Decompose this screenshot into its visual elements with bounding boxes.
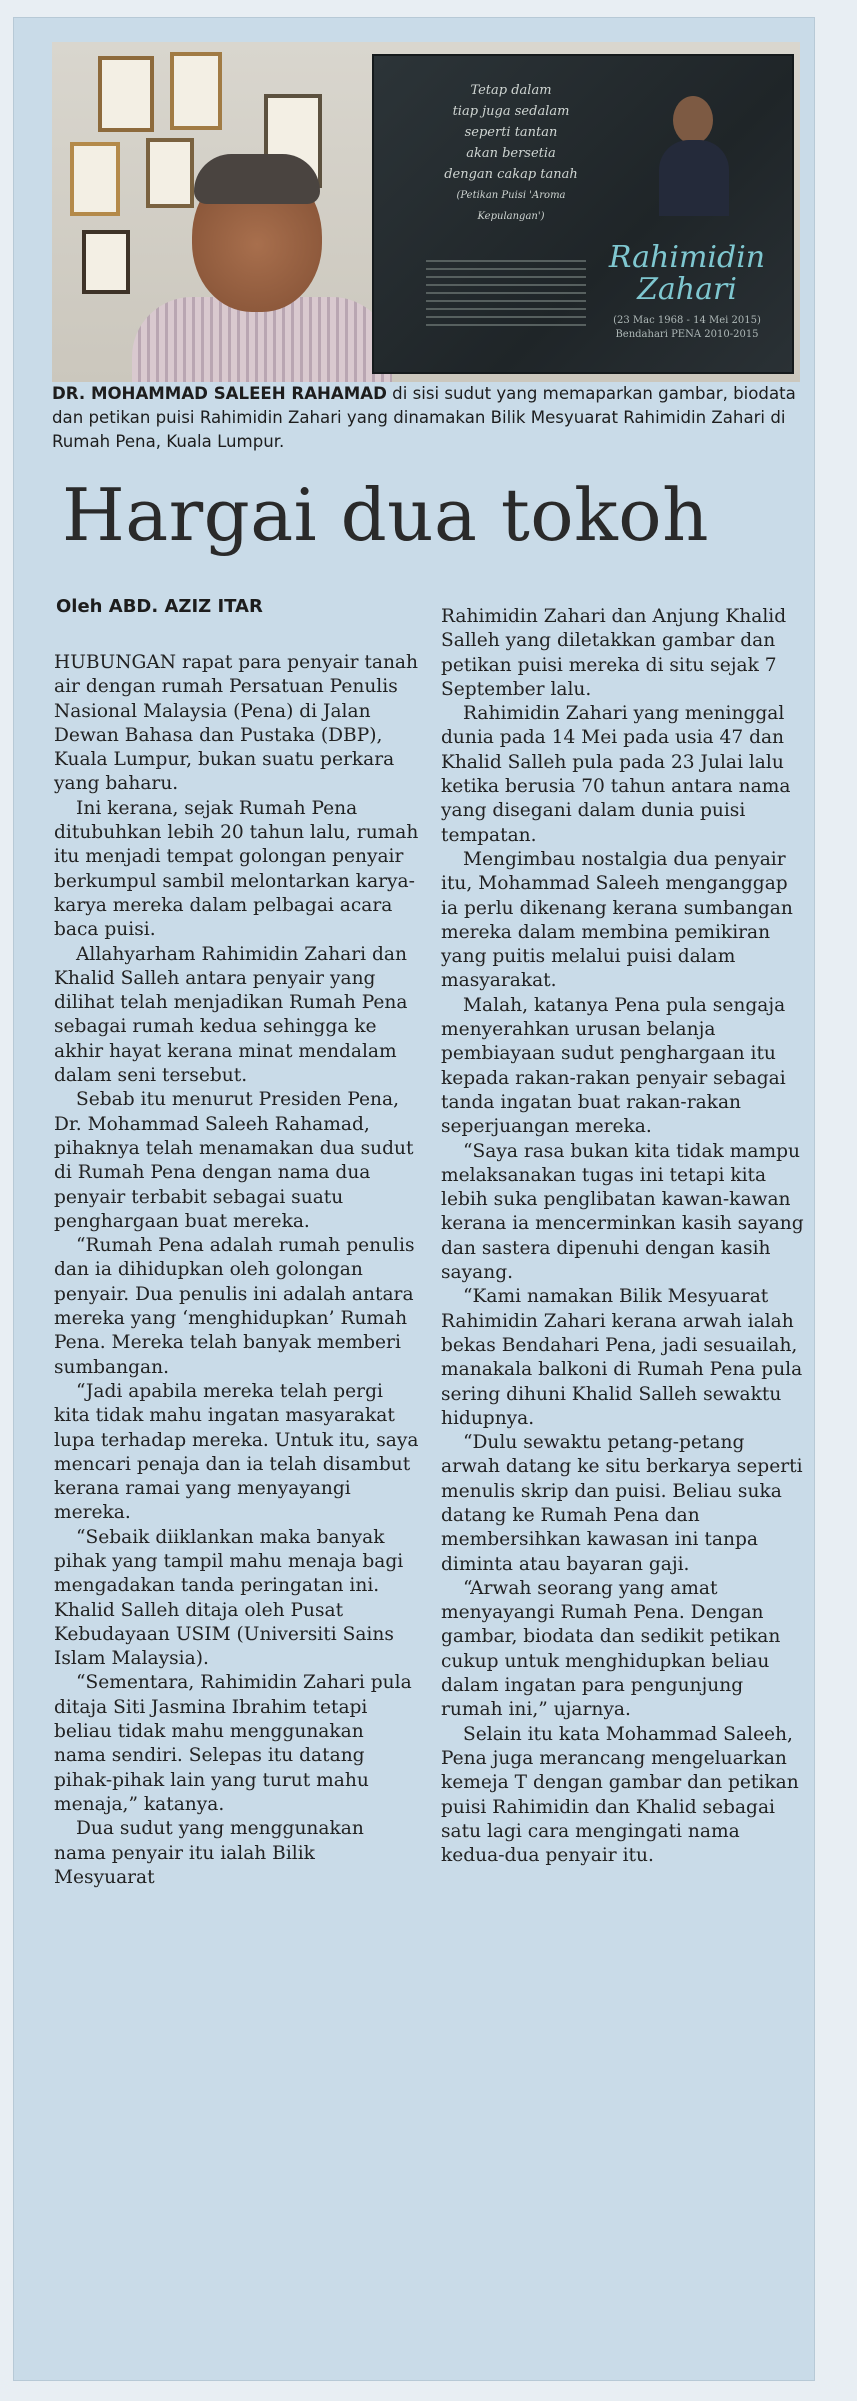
paragraph: Selain itu kata Mohammad Saleeh, Pena juga merancang mengeluarkan kemeja T dengan gambar dan petikan puisi Rahimidin dan Khalid sebagai satu lagi cara mengingati nama kedua-dua penyair itu. [441,1723,799,1867]
wall-frame [98,56,154,132]
paragraph: “Rumah Pena adalah rumah penulis dan ia dihidupkan oleh golongan penyair. Dua penulis ini adalah antara mereka yang ‘menghidupkan’ Rumah Pena. Mereka telah banyak memberi sumbangan. [54,1235,415,1378]
newspaper-clipping [14,18,814,2380]
plaque-date-line: Bendahari PENA 2010-2015 [615,329,759,340]
person-hair [194,154,320,204]
caption-text: di sisi sudut yang memaparkan gambar, biodata dan petikan puisi Rahimidin Zahari yang dinamakan Bilik Mesyuarat Rahimidin Zahari di Rumah Pena, Kuala Lumpur. [52,384,796,451]
paragraph: HUBUNGAN rapat para penyair tanah air dengan rumah Persatuan Penulis Nasional Malaysia (Pena) di Jalan Dewan Bahasa dan Pustaka (DBP), Kuala Lumpur, bukan suatu perkara yang baharu. [54,652,418,795]
plaque-portrait [659,96,729,216]
plaque-verse-line: dengan cakap tanah [444,167,578,182]
caption-name: DR. MOHAMMAD SALEEH RAHAMAD [52,384,387,403]
photo-caption [52,382,800,454]
plaque-verse-line: akan bersetia [466,146,556,161]
plaque-verse [436,80,586,227]
paragraph: “Sebaik diiklankan maka banyak pihak yang tampil mahu menaja bagi mengadakan tanda peringatan ini. Khalid Salleh ditaja oleh Pusat Kebudayaan USIM (Universiti Sains Islam Malaysia). [54,1526,404,1670]
wall-frame [70,142,120,216]
paragraph: Ini kerana, sejak Rumah Pena ditubuhkan lebih 20 tahun lalu, rumah itu menjadi tempat golongan penyair berkumpul sambil melontarkan karya-karya mereka dalam pelbagai acara baca puisi. [54,797,419,941]
paragraph: Dua sudut yang menggunakan nama penyair itu ialah Bilik Mesyuarat [54,1818,364,1888]
wall-frame [82,230,130,294]
paragraph: Allahyarham Rahimidin Zahari dan Khalid Salleh antara penyair yang dilihat telah menjadikan Rumah Pena sebagai rumah kedua sehingga ke akhir hayat kerana minat mendalam dalam seni tersebut. [54,943,408,1087]
paragraph: “Kami namakan Bilik Mesyuarat Rahimidin Zahari kerana arwah ialah bekas Bendahari Pena, jadi sesuailah, manakala balkoni di Rumah Pena pula sering dihuni Khalid Salleh sewaktu hidupnya. [441,1286,803,1429]
wall-frame [146,138,194,208]
plaque-name-line: Rahimidin [608,240,766,275]
article-column-1 [54,651,419,1890]
paragraph: Rahimidin Zahari dan Anjung Khalid Salleh yang diletakkan gambar dan petikan puisi mereka di situ sejak 7 September lalu. [441,606,787,700]
headline: Hargai dua tokoh [62,473,709,557]
plaque-date-line: (23 Mac 1968 - 14 Mei 2015) [613,315,761,326]
plaque-verse-line: seperti tantan [464,125,558,140]
paragraph: “Saya rasa bukan kita tidak mampu melaksanakan tugas ini tetapi kita lebih suka penglibatan kawan-kawan kerana ia mencerminkan kasih sayang dan sastera dipenuhi dengan kasih sayang. [441,1140,804,1284]
plaque-verse-line: Tetap dalam [470,83,552,98]
memorial-plaque [372,54,794,374]
paragraph: “Dulu sewaktu petang-petang arwah datang ke situ berkarya seperti menulis skrip dan puisi. Beliau suka datang ke Rumah Pena dan membersihkan kawasan ini tanpa diminta atau bayaran gaji. [441,1432,803,1575]
plaque-name [602,242,772,306]
paragraph: “Jadi apabila mereka telah pergi kita tidak mahu ingatan masyarakat lupa terhadap mereka. Untuk itu, saya mencari penaja dan ia telah disambut kerana ramai yang menyayangi mereka. [54,1380,419,1524]
wall-frame [170,52,222,130]
plaque-verse-line: tiap juga sedalam [452,104,570,119]
paragraph: Mengimbau nostalgia dua penyair itu, Mohammad Saleeh menganggap ia perlu dikenang kerana sumbangan mereka dalam membina pemikiran yang puitis melalui puisi dalam masyarakat. [441,848,793,992]
plaque-dates [602,314,772,342]
paragraph: “Sementara, Rahimidin Zahari pula ditaja Siti Jasmina Ibrahim tetapi beliau tidak mahu menggunakan nama sendiri. Selepas itu datang pihak-pihak lain yang turut mahu menaja,” katanya. [54,1672,412,1815]
plaque-signature: (Petikan Puisi 'Aroma Kepulangan') [456,190,566,222]
paragraph: Rahimidin Zahari yang meninggal dunia pada 14 Mei pada usia 47 dan Khalid Salleh pula pada 23 Julai lalu ketika berusia 70 tahun antara nama yang disegani dalam dunia puisi tempatan. [441,703,791,846]
article-photo [52,42,800,382]
paragraph: “Arwah seorang yang amat menyayangi Rumah Pena. Dengan gambar, biodata dan sedikit petikan cukup untuk menghidupkan beliau dalam ingatan para pengunjung rumah ini,” ujarnya. [441,1577,781,1721]
byline: Oleh ABD. AZIZ ITAR [56,596,263,617]
paragraph: Sebab itu menurut Presiden Pena, Dr. Mohammad Saleeh Rahamad, pihaknya telah menamakan dua sudut di Rumah Pena dengan nama dua penyair terbabit sebagai suatu penghargaan buat mereka. [54,1089,414,1232]
article-column-2 [441,605,806,1868]
plaque-name-line: Zahari [637,272,737,307]
paragraph: Malah, katanya Pena pula sengaja menyerahkan urusan belanja pembiayaan sudut penghargaan itu kepada rakan-rakan penyair sebagai tanda ingatan buat rakan-rakan seperjuangan mereka. [441,994,786,1138]
plaque-biodata-lines [426,254,586,332]
